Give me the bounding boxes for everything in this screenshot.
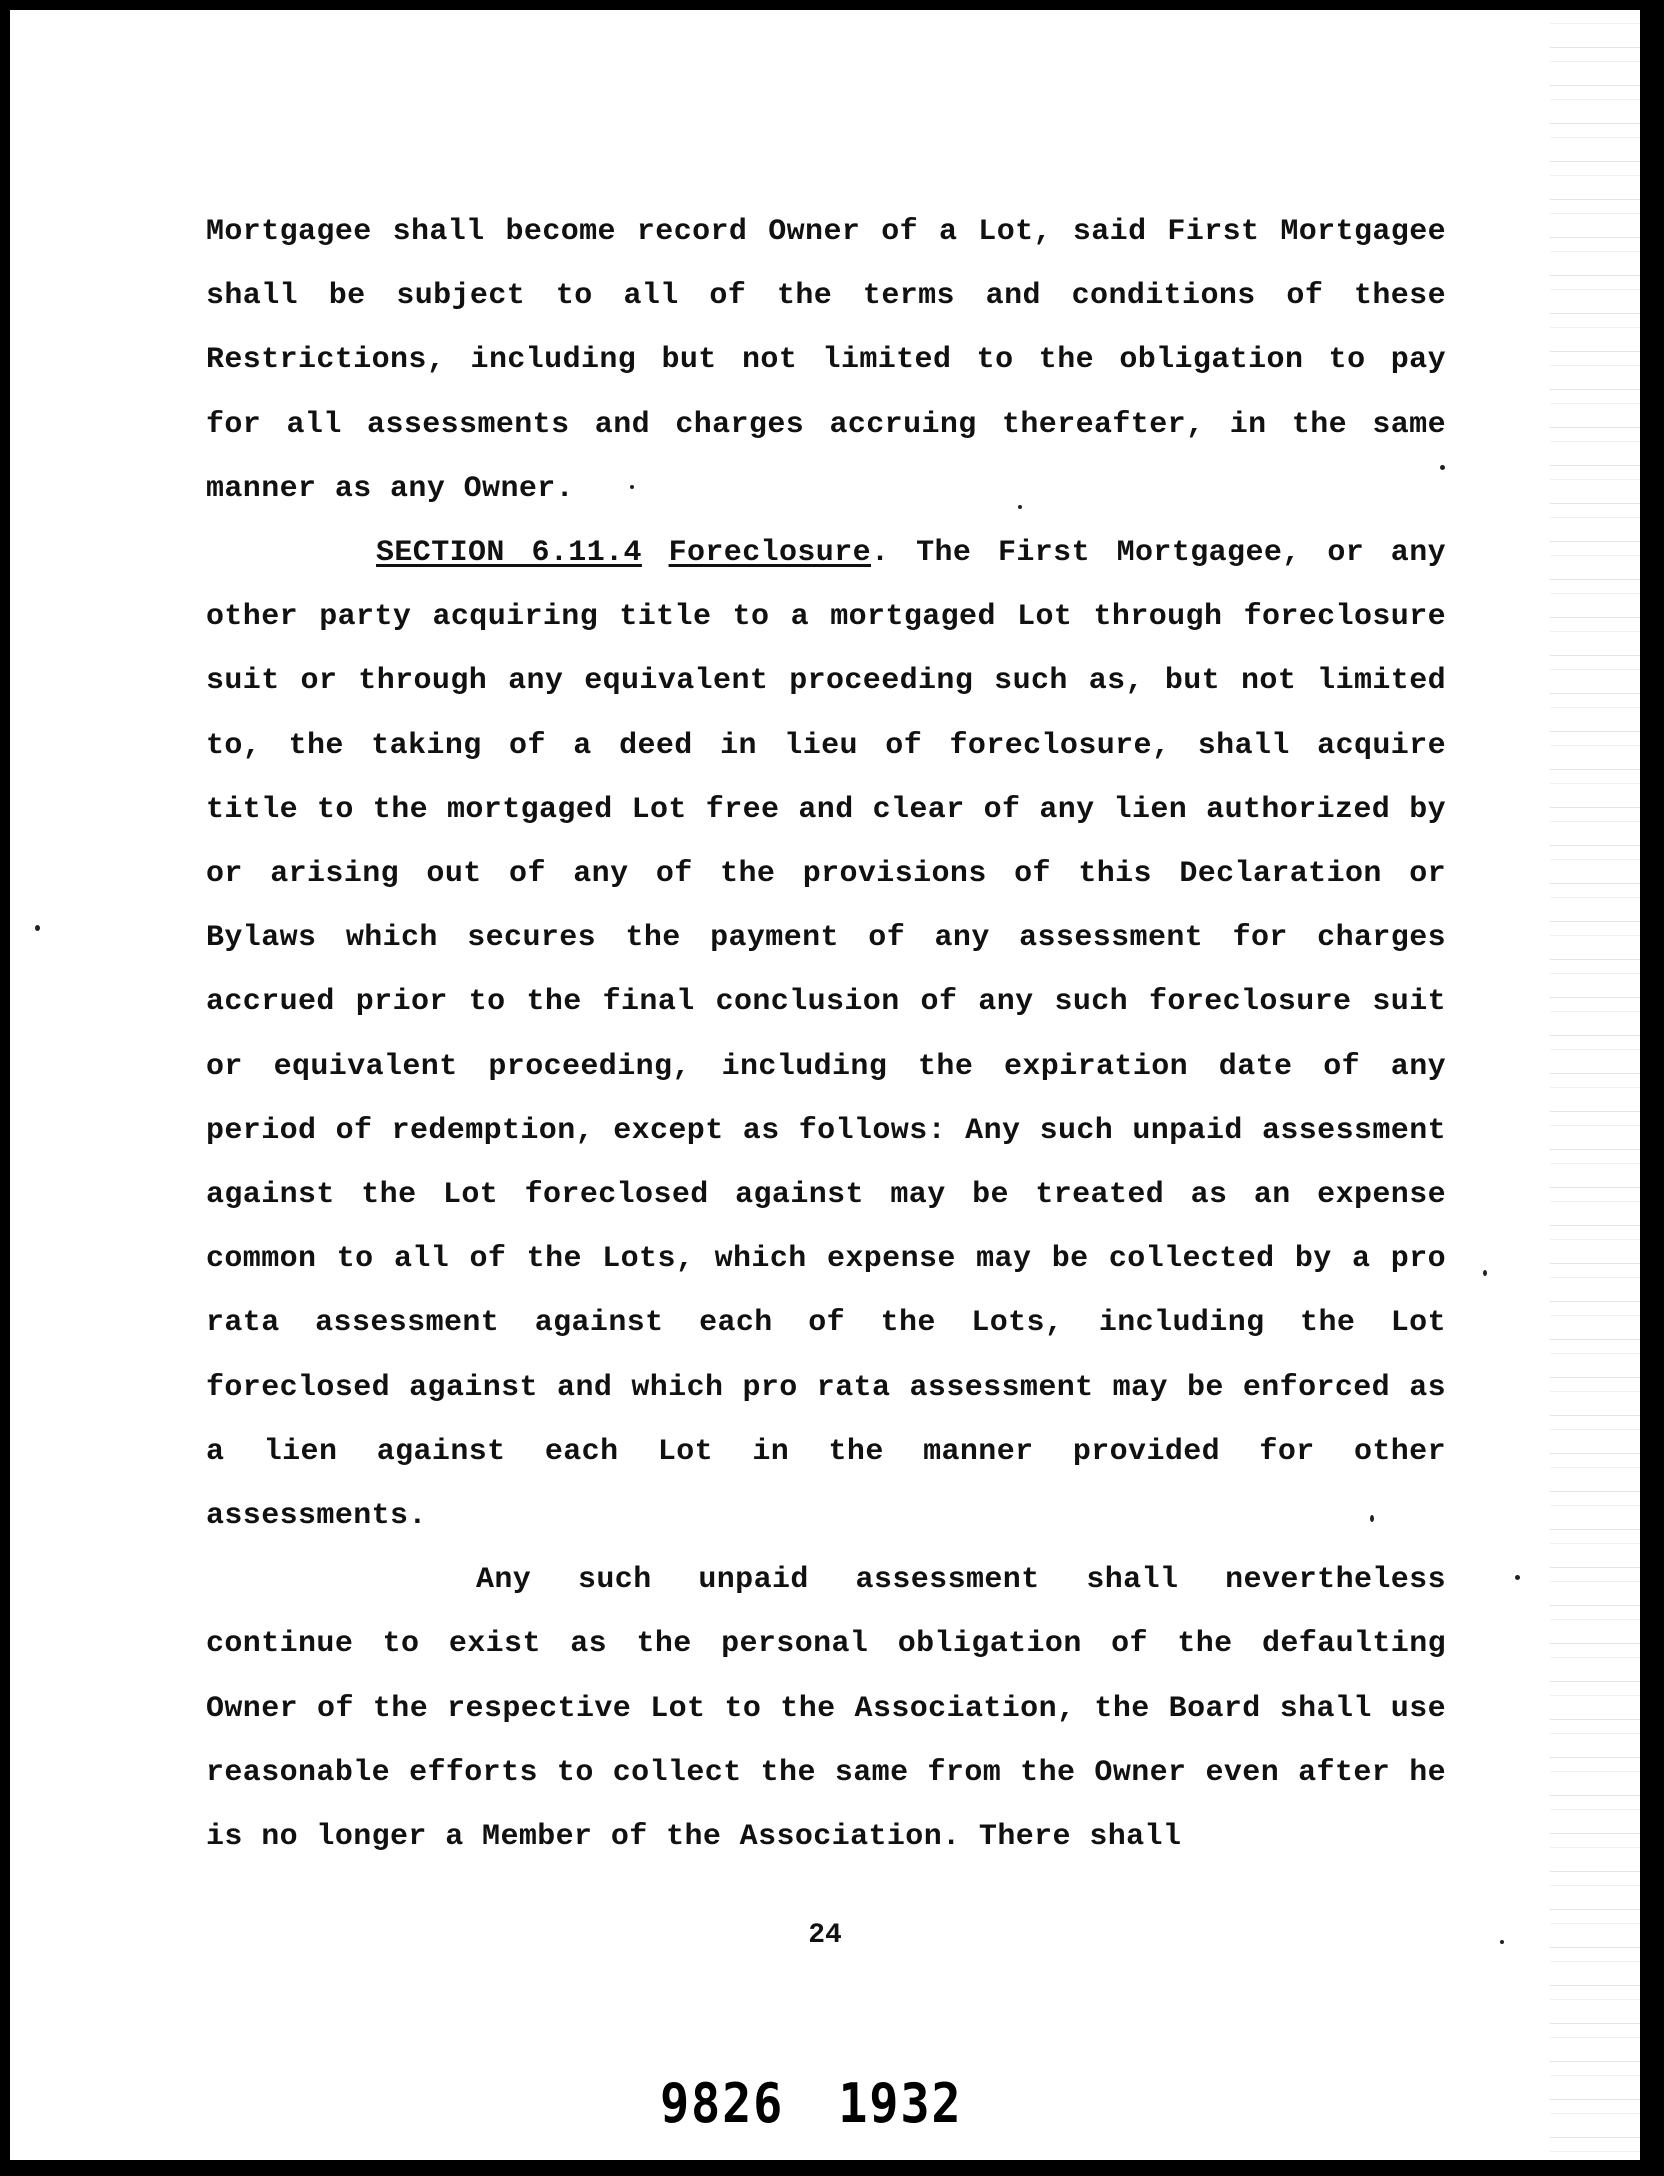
section-text: . The First Mortgagee, or any other party acquiring title to a mortgaged Lot through foreclosure suit or through any equivalent proceeding such as, but not limited to, the taking of a deed in lieu of foreclosure, shall acquire title to the mortgaged Lot free and clear of any lien authorized by or arising out of any of the provisions of this Declaration or Bylaws which secures the payment of any assessment for charges accrued prior to the final conclusion of any such foreclosure suit or equivalent proceeding, including the expiration date of any period of redemption, except as follows: Any such unpaid assessment against the Lot foreclosed against may be treated as an expense common to all of the Lots, which expense may be collected by a pro rata assessment against each of the Lots, including the Lot foreclosed against and which pro rata assessment may be enforced as a lien against each Lot in the manner provided for other assessments. (206, 536, 1446, 1534)
scan-speck (1500, 1940, 1504, 1944)
stamp-page-number: 1932 (838, 2072, 963, 2135)
document-body (206, 200, 1446, 1869)
paragraph-unpaid-assessment: Any such unpaid assessment shall nevertheless continue to exist as the personal obligation of the defaulting Owner of the respective Lot to the Association, the Board shall use reasonable efforts to collect the same from the Owner even after he is no longer a Member of the Association. There shall (206, 1563, 1446, 1855)
section-title: Foreclosure (668, 536, 872, 571)
scan-speck (1018, 505, 1022, 509)
paragraph-continuation: Mortgagee shall become record Owner of a Lot, said First Mortgagee shall be subject to all of the terms and conditions of these Restrictions, including but not limited to the obligation to pay for all assessments and charges accruing thereafter, in the same manner as any Owner. (206, 215, 1446, 506)
section-number: SECTION 6.11.4 (376, 536, 642, 571)
scan-speck (1440, 465, 1445, 470)
scan-edge-noise (1550, 10, 1640, 2160)
page-number: 24 (808, 1920, 842, 1951)
recording-stamp (660, 2072, 962, 2135)
scan-speck (1515, 1575, 1520, 1580)
scan-speck (35, 925, 40, 931)
scan-speck (1483, 1270, 1487, 1276)
stamp-book-number: 9826 (660, 2072, 785, 2135)
document-page (10, 10, 1640, 2160)
scan-speck (630, 485, 634, 489)
scan-speck (1370, 1515, 1374, 1522)
paragraph-section-6-11-4 (206, 521, 1446, 1548)
